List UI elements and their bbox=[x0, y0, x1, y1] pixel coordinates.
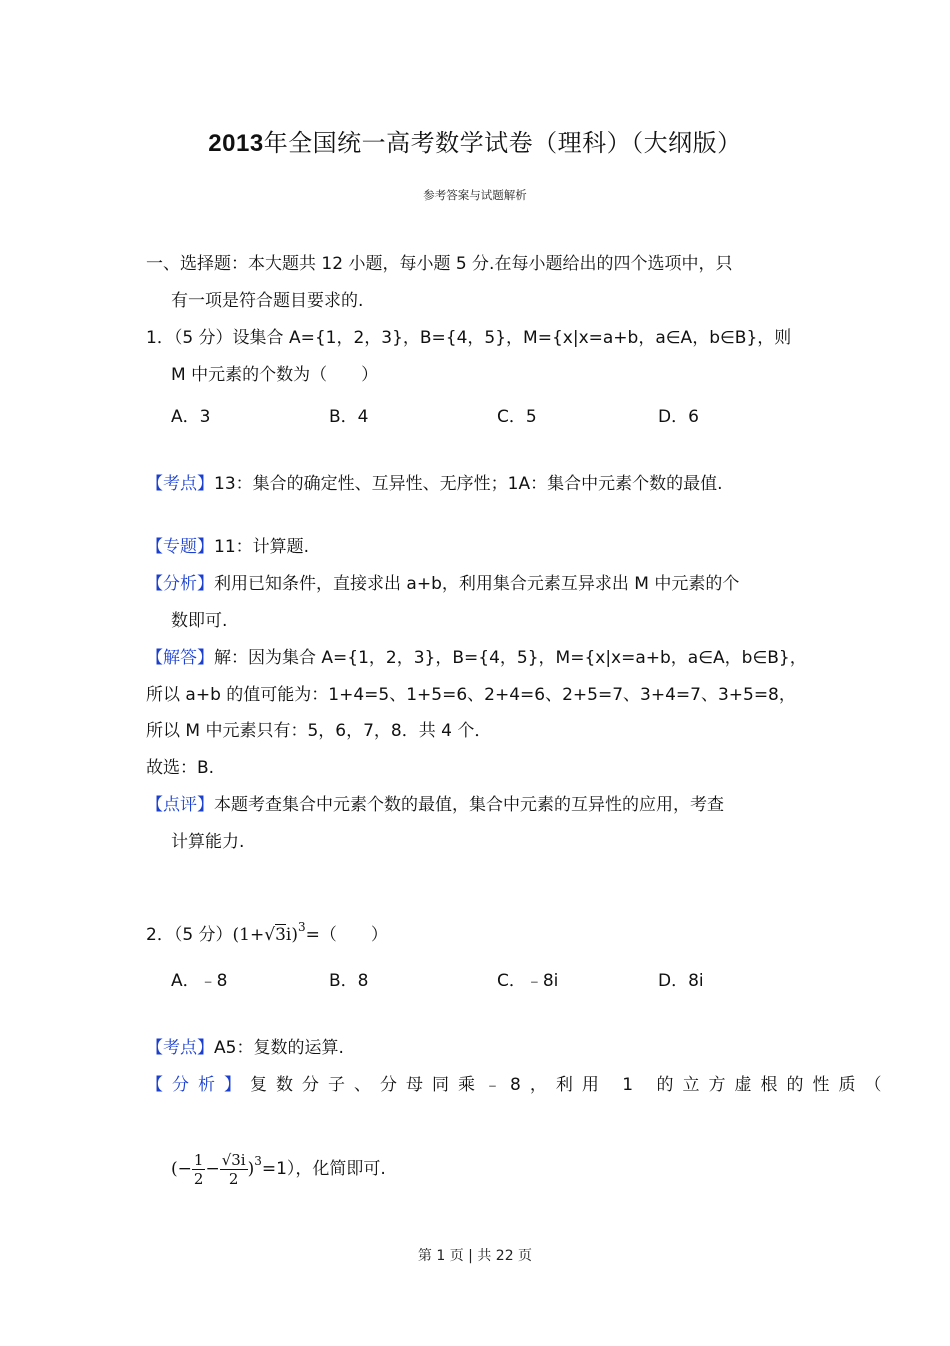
q1-option-a: A．3 bbox=[171, 407, 211, 427]
kaodian-text: 13：集合的确定性、互异性、无序性；1A：集合中元素个数的最值. bbox=[214, 474, 723, 494]
expr-radicand: 3 bbox=[275, 925, 286, 945]
q2-kaodian bbox=[146, 1037, 344, 1059]
jieda-text: 解：因为集合 A={1，2，3}，B={4，5}，M={x|x=a+b，a∈A，b∈B}， bbox=[214, 648, 807, 668]
zhuanti-text: 11：计算题. bbox=[214, 537, 310, 557]
section-heading-line1: 一、选择题：本大题共 12 小题，每小题 5 分.在每小题给出的四个选项中，只 bbox=[146, 254, 733, 274]
frac2-den: 2 bbox=[228, 1170, 239, 1188]
page-footer: 第 1 页 | 共 22 页 bbox=[417, 1248, 533, 1264]
section-heading-line2: 有一项是符合题目要求的. bbox=[171, 291, 364, 311]
q1-jieda-line4: 故选：B. bbox=[146, 758, 215, 778]
title-text: 年全国统一高考数学试卷（理科）（大纲版） bbox=[263, 129, 742, 157]
kaodian-label: 【考点】 bbox=[146, 1038, 214, 1058]
q1-option-d: D．6 bbox=[658, 407, 699, 427]
q2-option-a: A．﹣8 bbox=[171, 971, 228, 991]
fenxi-label: 【分析】 bbox=[146, 1075, 250, 1095]
q1-jieda-line3: 所以 M 中元素只有：5，6，7，8．共 4 个． bbox=[146, 721, 492, 741]
q1-stem-line2: M 中元素的个数为（ ） bbox=[171, 365, 379, 385]
q2-option-c: C．﹣8i bbox=[497, 971, 559, 991]
title-year: 2013 bbox=[208, 130, 264, 157]
frac1-den: 2 bbox=[193, 1170, 204, 1188]
kaodian-text: A5：复数的运算. bbox=[214, 1038, 344, 1058]
q2-expression bbox=[232, 920, 306, 945]
q1-option-b: B．4 bbox=[329, 407, 369, 427]
zhuanti-label: 【专题】 bbox=[146, 537, 214, 557]
q2-fenxi-line2 bbox=[171, 1150, 386, 1188]
q2-stem bbox=[146, 916, 388, 946]
q1-jieda-line2: 所以 a+b 的值可能为：1+4=5、1+5=6、2+4=6、2+5=7、3+4=7、3+5=8， bbox=[146, 685, 796, 705]
document-subtitle: 参考答案与试题解析 bbox=[423, 188, 527, 202]
frac1-num: 1 bbox=[193, 1151, 204, 1169]
dianping-label: 【点评】 bbox=[146, 795, 214, 815]
cube-root-formula: (− $\frac{1}{2}$ − $\frac{√3i}{2}$ )$^3$ bbox=[171, 1151, 262, 1188]
q2-option-d: D．8i bbox=[658, 971, 704, 991]
q1-option-c: C．5 bbox=[497, 407, 537, 427]
document-title bbox=[0, 123, 950, 158]
fenxi-label: 【分析】 bbox=[146, 574, 214, 594]
q1-fenxi-line1 bbox=[146, 573, 739, 595]
q2-fenxi-line1 bbox=[146, 1074, 890, 1096]
expr-open: (1+ bbox=[232, 925, 265, 945]
q1-dianping-line2: 计算能力. bbox=[171, 832, 245, 852]
frac-exponent: 3 bbox=[254, 1154, 262, 1168]
q1-stem-line1: 1．（5 分）设集合 A={1，2，3}，B={4，5}，M={x|x=a+b，a∈A，b∈B}，则 bbox=[146, 328, 792, 348]
dianping-text: 本题考查集合中元素个数的最值，集合中元素的互异性的应用，考查 bbox=[214, 795, 724, 815]
q1-dianping-line1 bbox=[146, 794, 724, 816]
expr-i: i) bbox=[285, 925, 298, 945]
fenxi-text: 利用已知条件，直接求出 a+b，利用集合元素互异求出 M 中元素的个 bbox=[214, 574, 740, 594]
fenxi-text: 复数分子、分母同乘﹣8，利用 1 的立方虚根的性质（ bbox=[250, 1075, 891, 1095]
expr-exponent: 3 bbox=[298, 920, 306, 934]
fraction-half bbox=[192, 1151, 206, 1188]
kaodian-label: 【考点】 bbox=[146, 474, 214, 494]
q2-stem-suffix: =（ ） bbox=[305, 925, 388, 945]
frac2-num: √3i bbox=[221, 1151, 246, 1169]
q2-option-b: B．8 bbox=[329, 971, 369, 991]
q1-fenxi-line2: 数即可. bbox=[171, 611, 228, 631]
fenxi-tail: =1），化简即可. bbox=[261, 1159, 386, 1179]
q2-stem-prefix: 2．（5 分） bbox=[146, 925, 233, 945]
fraction-sqrt3i-half bbox=[220, 1151, 248, 1188]
q1-jieda-line1 bbox=[146, 647, 807, 669]
sqrt-symbol-icon: √ bbox=[264, 925, 276, 945]
q1-kaodian bbox=[146, 473, 722, 495]
jieda-label: 【解答】 bbox=[146, 648, 214, 668]
q1-zhuanti bbox=[146, 536, 309, 558]
